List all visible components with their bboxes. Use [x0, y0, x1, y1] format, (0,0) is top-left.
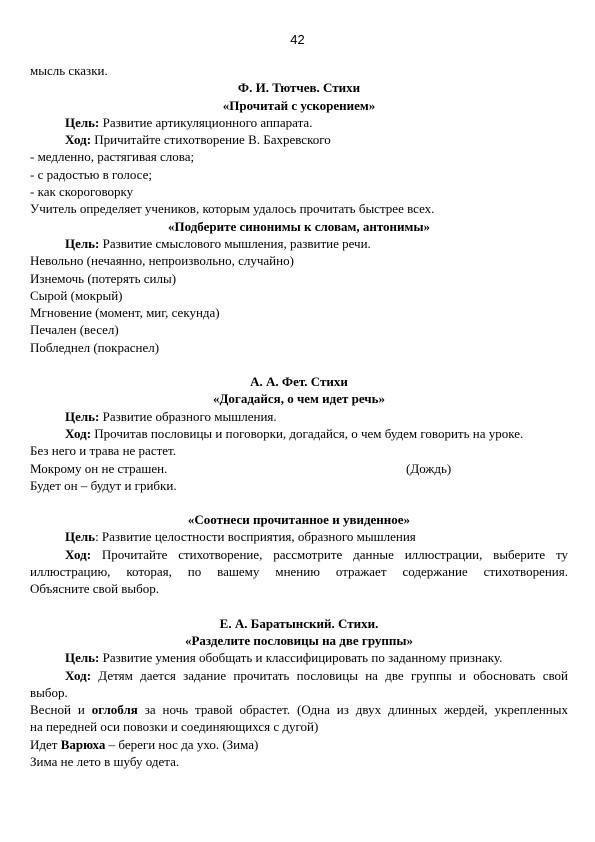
move-line — [30, 546, 568, 563]
move-text-cont: иллюстрацию, которая, по вашему мнению отражает содержание стихотворения. — [30, 564, 568, 580]
goal-label: Цель: — [65, 114, 100, 130]
goal-label: Цель: — [65, 408, 100, 424]
goal-text: Развитие артикуляционного аппарата. — [99, 114, 313, 130]
move-text: Прочитайте стихотворение, рассмотрите данные иллюстрации, выберите ту — [91, 546, 568, 562]
move-label: Ход: — [65, 132, 92, 148]
riddle-line: Будет он – будут и грибки. — [30, 477, 177, 493]
proverb-line: Зима не лето в шубу одета. — [30, 753, 180, 769]
proverb-line — [30, 701, 568, 718]
proverb-text: Весной и — [30, 702, 92, 718]
move-label: Ход: — [65, 667, 92, 683]
page-content — [30, 62, 568, 770]
game-title-speedread: «Прочитай с ускорением» — [222, 97, 376, 113]
goal-text: Развитие умения обобщать и классифицировать по заданному признаку. — [99, 650, 503, 666]
word-item: Мгновение (момент, миг, секунда) — [30, 305, 220, 321]
proverb-keyword: Варюха — [60, 736, 106, 752]
game-title-match: «Соотнеси прочитанное и увиденное» — [187, 512, 411, 528]
game-title-split: «Разделите пословицы на две группы» — [184, 632, 414, 648]
move-line — [30, 667, 568, 684]
game-title-synonyms: «Подберите синонимы к словам, антонимы» — [167, 218, 431, 234]
move-text: Причитайте стихотворение В. Бахревского — [91, 132, 331, 148]
goal-text: Развитие образного мышления. — [99, 408, 277, 424]
word-item: Побледнел (покраснел) — [30, 339, 160, 355]
goal-text: : Развитие целостности восприятия, образного мышления — [95, 529, 416, 545]
move-label: Ход: — [65, 546, 92, 562]
move-line — [30, 131, 568, 148]
proverb-line — [30, 736, 568, 753]
game-title-guess: «Догадайся, о чем идет речь» — [212, 391, 386, 407]
proverb-text: за ночь травой обрастет. (Одна из двух длинных жердей, укрепленных — [137, 702, 568, 718]
proverb-text: – береги нос да ухо. (Зима) — [105, 736, 259, 752]
proverb-keyword: оглобля — [91, 702, 138, 718]
spacer — [30, 494, 568, 511]
author-heading-baratynsky: Е. А. Баратынский. Стихи. — [219, 615, 379, 631]
proverb-line-cont: на передней оси повозки и соединяющихся с дугой) — [30, 719, 319, 735]
list-item: - с радостью в голосе; — [30, 166, 152, 182]
move-text-cont: выбор. — [30, 684, 68, 700]
spacer — [30, 356, 568, 373]
move-text: Детям дается задание прочитать пословицы на две группы и обосновать свой — [91, 667, 568, 683]
goal-line — [30, 649, 568, 666]
riddle-answer: (Дождь) — [406, 460, 452, 476]
author-heading-tyutchev: Ф. И. Тютчев. Стихи — [237, 80, 361, 96]
list-item: - как скороговорку — [30, 184, 134, 200]
page-number: 42 — [290, 32, 305, 47]
goal-text: Развитие смыслового мышления, развитие речи. — [99, 235, 371, 251]
word-item: Сырой (мокрый) — [30, 287, 123, 303]
word-item: Печален (весел) — [30, 322, 119, 338]
author-heading-fet: А. А. Фет. Стихи — [250, 374, 348, 390]
spacer — [30, 598, 568, 615]
move-text: Прочитав пословицы и поговорки, догадайся, о чем будем говорить на уроке. — [91, 425, 524, 441]
riddle-answer-row — [30, 460, 568, 477]
goal-label: Цель: — [65, 235, 100, 251]
goal-label: Цель — [65, 529, 96, 545]
outro-line: Учитель определяет учеников, которым удалось прочитать быстрее всех. — [30, 201, 435, 217]
move-text-cont: Объясните свой выбор. — [30, 581, 160, 597]
proverb-text: Идет — [30, 736, 61, 752]
word-item: Невольно (нечаянно, непроизвольно, случайно) — [30, 253, 294, 269]
riddle-line: Без него и трава не растет. — [30, 443, 176, 459]
move-label: Ход: — [65, 425, 92, 441]
intro-line: мысль сказки. — [30, 63, 108, 78]
goal-line — [30, 408, 568, 425]
move-line — [30, 425, 568, 442]
goal-line — [30, 528, 568, 545]
riddle-line: Мокрому он не страшен. — [30, 460, 168, 476]
goal-line — [30, 235, 568, 252]
goal-line — [30, 114, 568, 131]
list-item: - медленно, растягивая слова; — [30, 149, 195, 165]
word-item: Изнемочь (потерять силы) — [30, 270, 177, 286]
goal-label: Цель: — [65, 650, 100, 666]
